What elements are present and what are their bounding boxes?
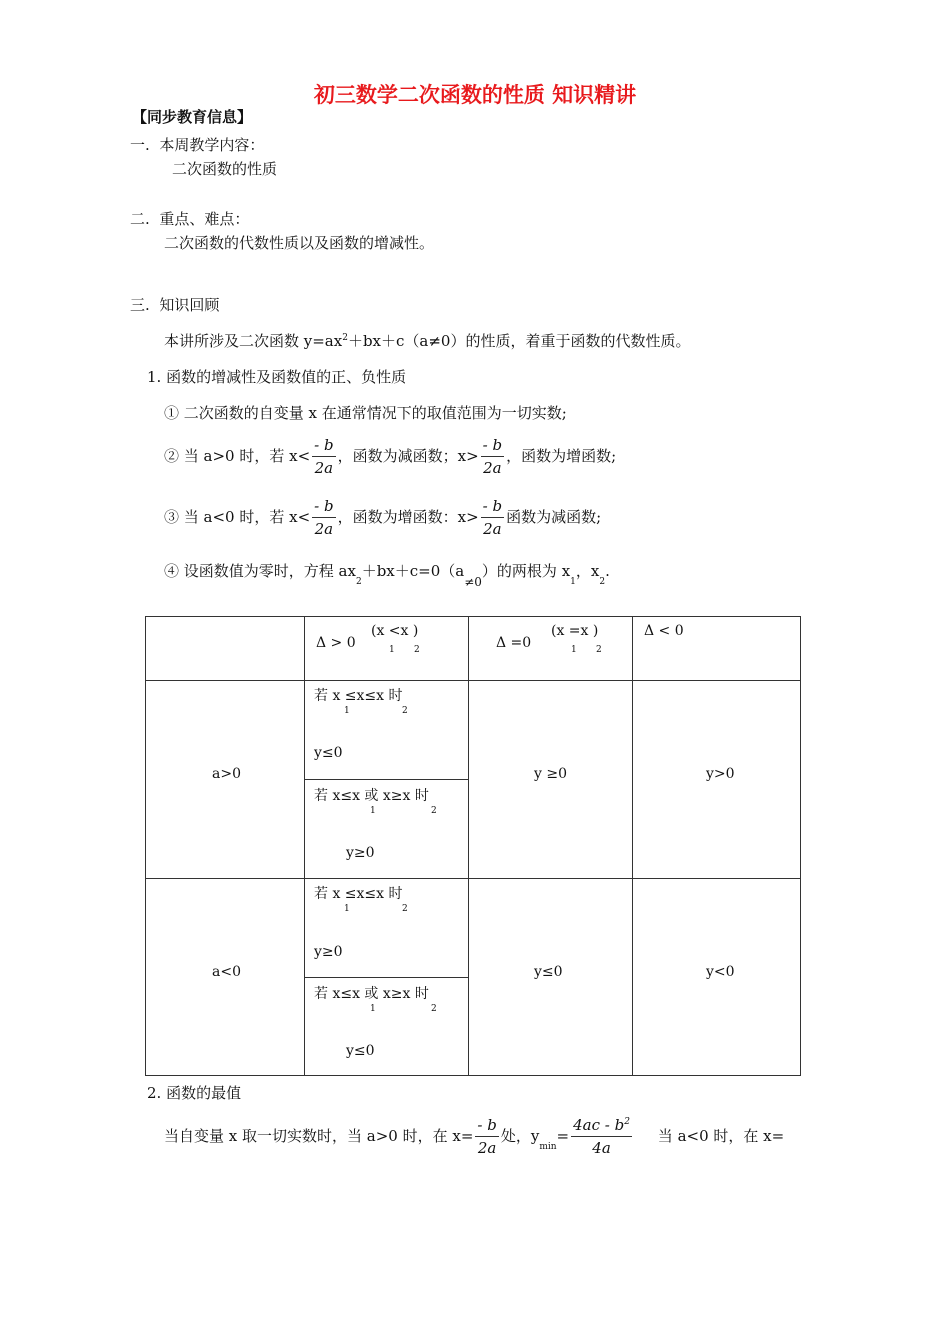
fraction: $\frac{4ac - b^2}{4a}$ bbox=[573, 1116, 630, 1157]
point-2-heading: 2. 函数的最值 bbox=[147, 1084, 242, 1102]
item-3: ③ 当 a<0 时，若 x< $\frac{- b}{2a}$ ，函数为增函数：x> $\frac{- b}{2a}$ 函数为减函数; bbox=[164, 497, 602, 538]
cell-outside-roots-value: y≥0 bbox=[346, 845, 375, 861]
header-delta-zero: Δ =0 bbox=[496, 635, 532, 651]
cell-delta-negative-a-positive: y>0 bbox=[706, 766, 735, 782]
fraction: $\frac{- b}{2a}$ bbox=[482, 497, 503, 538]
cell-inside-roots-condition: 若 x ≤x≤x 时 bbox=[314, 688, 403, 704]
intro-text: 本讲所涉及二次函数 $y=ax^2+bx+c(a\ne 0)$的性质，着重于函数的代数性质。 bbox=[164, 332, 691, 350]
cell-inside-roots-value: y≥0 bbox=[314, 944, 343, 960]
extremum-text: 当自变量 x 取一切实数时，当 a>0 时，在 x= $\frac{- b}{2a}$ 处，$y_{min}=$ $\frac{4ac - b^2}{4a}$ 当 a<0 时，在 x= bbox=[164, 1116, 785, 1157]
header-delta-negative: Δ < 0 bbox=[644, 623, 684, 639]
cell-inside-roots-value: y≤0 bbox=[314, 745, 343, 761]
properties-table: Δ > 0 (x <x ) 1 2 Δ =0 (x =x ) 1 2 Δ < 0 a>0 若 x ≤x≤x 时 1 2 y≤0 若 x≤x 或 x≥x 时 1 2 y≥0 y ≥0 y>0 a<0 若 x ≤x≤x 时 1 2 y≥0 若 x≤x 或 x≥x 时 1 2 y≤0 y≤0 y<0 bbox=[145, 616, 801, 1076]
fraction: $\frac{- b}{2a}$ bbox=[477, 1116, 497, 1157]
fraction: $\frac{- b}{2a}$ bbox=[314, 497, 334, 538]
section-2-heading: 二. 重点、难点： bbox=[130, 210, 250, 228]
cell-outside-roots-value: y≤0 bbox=[346, 1043, 375, 1059]
fraction: $\frac{- b}{2a}$ bbox=[482, 436, 503, 477]
point-1-heading: 1. 函数的增减性及函数值的正、负性质 bbox=[147, 368, 407, 386]
cell-delta-negative-a-negative: y<0 bbox=[706, 964, 735, 980]
section-1-heading: 一. 本周教学内容： bbox=[130, 136, 265, 154]
item-2: ② 当 a>0 时，若 x< $\frac{- b}{2a}$ ，函数为减函数；x> $\frac{- b}{2a}$ ，函数为增函数; bbox=[164, 436, 617, 477]
header-delta-zero-condition: (x =x ) bbox=[551, 623, 599, 639]
item-4: ④ 设函数值为零时，方程 $ax_2+bx+c=0(a_{\ne 0})$的两根为 $x_1$，$x_2$. bbox=[164, 562, 610, 589]
cell-outside-roots-condition: 若 x≤x 或 x≥x 时 bbox=[314, 986, 429, 1002]
cell-delta-zero-a-negative: y≤0 bbox=[534, 964, 563, 980]
row-label-a-negative: a<0 bbox=[212, 964, 241, 980]
section-1-content: 二次函数的性质 bbox=[172, 160, 278, 178]
header-delta-positive-condition: (x <x ) bbox=[371, 623, 419, 639]
info-heading: 【同步教育信息】 bbox=[132, 108, 253, 126]
fraction: $\frac{- b}{2a}$ bbox=[314, 436, 334, 477]
header-delta-positive: Δ > 0 bbox=[316, 635, 356, 651]
cell-outside-roots-condition: 若 x≤x 或 x≥x 时 bbox=[314, 788, 429, 804]
cell-delta-zero-a-positive: y ≥0 bbox=[534, 766, 567, 782]
item-1: ① 二次函数的自变量 x 在通常情况下的取值范围为一切实数; bbox=[164, 404, 567, 422]
row-label-a-positive: a>0 bbox=[212, 766, 241, 782]
page-title: 初三数学二次函数的性质 知识精讲 bbox=[313, 82, 637, 107]
section-3-heading: 三. 知识回顾 bbox=[130, 296, 220, 314]
section-2-content: 二次函数的代数性质以及函数的增减性。 bbox=[164, 234, 435, 252]
cell-inside-roots-condition: 若 x ≤x≤x 时 bbox=[314, 886, 403, 902]
